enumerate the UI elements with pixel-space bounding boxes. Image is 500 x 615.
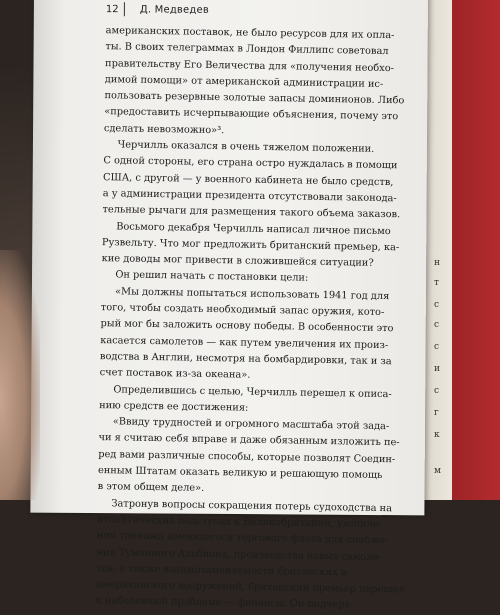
text-line: кие доводы мог привести в сложившейся ситуации?: [101, 253, 374, 269]
text-line: Рузвельту. Что мог предложить британский премьер, ка-: [101, 236, 400, 254]
text-line: американского вооружений, британский премьер перешел: [95, 579, 405, 596]
adjacent-page-char: с: [434, 300, 440, 310]
thumb: [0, 250, 40, 500]
text-line: ты. В своих телеграммах в Лондон Филлипс советовал: [105, 41, 389, 58]
adjacent-page-char: с: [434, 342, 440, 352]
text-line: счет поставок из-за океана».: [99, 367, 251, 381]
adjacent-page-char: к: [434, 430, 440, 440]
text-line: нию средств ее достижения:: [99, 399, 249, 414]
page-number: 12: [105, 3, 119, 15]
text-line: тельные рычаги для размещения такого объема заказов.: [102, 204, 401, 221]
text-line: того, чтобы создать необходимый запас оружия, кото-: [100, 302, 385, 319]
text-line: а у администрации президента отсутствовали законода-: [102, 188, 397, 205]
text-line: к наболевшей проблеме — финансы. Он подчерк-: [95, 595, 355, 611]
text-line: димой помощи» от американской администрации ис-: [104, 74, 384, 90]
book-page: [30, 0, 428, 611]
header-divider: [124, 2, 125, 16]
text-line: водства в Англии, несмотря на бомбардировки, так и за: [99, 351, 392, 368]
text-line: Он решил начать с постановки цели:: [115, 269, 309, 285]
text-line: касается самолетов — как путем увеличения их произ-: [100, 334, 389, 351]
text-line: Определившись с целью, Черчилль перешел к описа-: [113, 383, 392, 400]
running-header-author: Д. Медведев: [139, 3, 210, 16]
text-line: пользовать резервные золотые запасы доминионов. Либо: [104, 90, 405, 107]
text-line: сделать невозможно»³.: [103, 122, 225, 136]
text-line: Черчилль оказался в очень тяжелом положении.: [117, 139, 375, 155]
text-line: атлантических подступах к Великобритании, увеличе-: [97, 513, 383, 530]
text-line: «предоставить исчерпывающие объяснения, почему это: [104, 106, 399, 123]
adjacent-page-char: с: [434, 386, 440, 396]
text-line: правительству Его Величества для «получения необхо-: [104, 57, 395, 74]
adjacent-page-char: м: [434, 466, 442, 476]
adjacent-page-char: н: [434, 258, 440, 268]
running-header: [106, 1, 426, 19]
text-line: «Мы должны попытаться использовать 1941 год для: [115, 286, 390, 302]
text-line: чи я считаю себя вправе и даже обязанным изложить пе-: [98, 432, 400, 449]
text-line: США, с другой — у военного кабинета не было средств,: [103, 171, 394, 188]
body-text: [96, 23, 420, 615]
adjacent-page-char: г: [434, 408, 439, 418]
text-line: енным Штатам оказать великую и решающую помощь: [97, 465, 383, 482]
text-line: С одной стороны, его страна остро нуждалась в помощи: [103, 155, 398, 172]
text-line: американских поставок, не было ресурсов для их опла-: [105, 25, 395, 42]
text-line: тов, а также взаимозаменяемости британских и: [96, 562, 348, 579]
text-line: ред вами различные способы, которые позволят Соедин-: [98, 448, 396, 465]
text-line: ния Туманного Альбиона, производства новых самоле-: [96, 546, 382, 563]
adjacent-page-char: и: [434, 364, 440, 374]
text-line: в этом общем деле».: [97, 481, 205, 495]
adjacent-page-char: с: [434, 320, 440, 330]
text-line: «Ввиду трудностей и огромного масштаба этой зада-: [112, 416, 390, 433]
adjacent-page-char: т: [434, 278, 439, 288]
text-line: Затронув вопросы сокращения потерь судоходства на: [111, 497, 393, 514]
text-line: ния тоннажа имеющегося торгового флота для снабже-: [96, 530, 389, 547]
text-line: Восьмого декабря Черчилль написал личное письмо: [116, 220, 391, 237]
text-line: рый мог бы заложить основу победы. В особенности это: [100, 318, 394, 335]
